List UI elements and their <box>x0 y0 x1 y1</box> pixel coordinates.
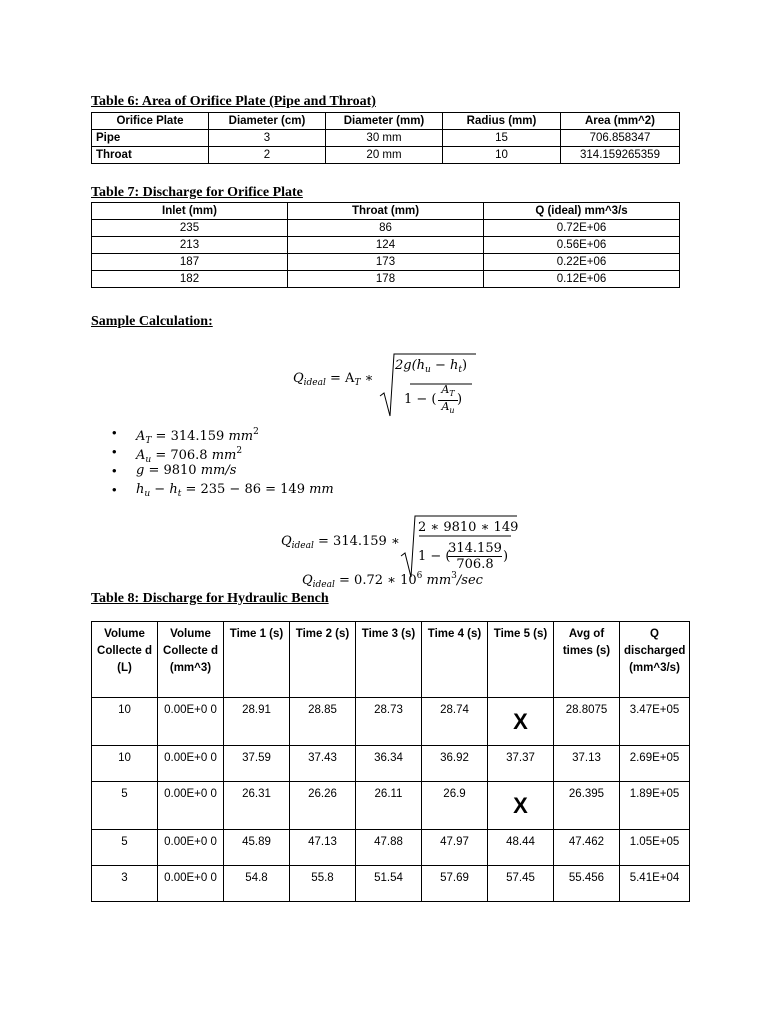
table8-cell: 26.11 <box>356 782 422 830</box>
formula-den-num-sub: T <box>449 389 455 398</box>
subst-q: Q <box>281 534 292 549</box>
subst-eq: = 314.159 ∗ <box>313 534 400 549</box>
bullet-rest2: − h <box>150 482 178 497</box>
formula-num: 2g(h <box>395 358 426 373</box>
table7-header: Inlet (mm) <box>92 203 288 220</box>
result-q: Q <box>302 573 313 588</box>
table8-cell: 0.00E+0 0 <box>158 746 224 782</box>
table6-cell: Throat <box>92 147 209 164</box>
table7-cell: 173 <box>288 254 484 271</box>
result-tail: /sec <box>456 573 483 588</box>
table8-cell: 26.31 <box>224 782 290 830</box>
table8-header: Time 1 (s) <box>224 622 290 698</box>
table6 <box>91 112 680 164</box>
table7-cell: 124 <box>288 237 484 254</box>
table-row <box>92 271 680 288</box>
table7-cell: 178 <box>288 271 484 288</box>
bullet-rest: = 706.8 <box>151 448 212 463</box>
table-row <box>92 830 690 866</box>
table6-cell: 2 <box>209 147 326 164</box>
table8-cell: 28.91 <box>224 698 290 746</box>
table8-cell: 37.59 <box>224 746 290 782</box>
table8-cell: 28.74 <box>422 698 488 746</box>
table8-cell: 47.462 <box>554 830 620 866</box>
table-row <box>92 746 690 782</box>
list-item <box>112 480 334 499</box>
table8-cell: 0.00E+0 0 <box>158 698 224 746</box>
table8-cell: 37.13 <box>554 746 620 782</box>
bullet-sub: T <box>145 436 152 446</box>
table7-cell: 235 <box>92 220 288 237</box>
table8-cell: X <box>488 698 554 746</box>
formula-times: ∗ <box>360 371 374 386</box>
formula-num-u: u <box>425 365 431 375</box>
bullet-sup: 2 <box>253 427 259 437</box>
table8-cell: 28.85 <box>290 698 356 746</box>
table7-header: Throat (mm) <box>288 203 484 220</box>
subst-frac-top: 314.159 <box>448 541 502 556</box>
subst-den-start: 1 − ( <box>418 549 451 564</box>
table7-cell: 213 <box>92 237 288 254</box>
formula-den-den: A <box>441 400 450 413</box>
given-values-list <box>112 423 334 499</box>
table-row <box>92 130 680 147</box>
formula-q: Q <box>293 371 304 386</box>
table8-header: Avg of times (s) <box>554 622 620 698</box>
table6-cell: 3 <box>209 130 326 147</box>
bullet-rest: = 9810 <box>144 463 201 478</box>
table8-cell: 3 <box>92 866 158 902</box>
table8 <box>91 621 690 902</box>
list-item <box>112 442 334 465</box>
list-item <box>112 423 334 446</box>
table8-header: Time 5 (s) <box>488 622 554 698</box>
table8-cell: 28.73 <box>356 698 422 746</box>
table6-header: Radius (mm) <box>443 113 561 130</box>
table8-cell: 45.89 <box>224 830 290 866</box>
table7-caption: Table 7: Discharge for Orifice Plate <box>91 185 303 200</box>
table8-header: Volume Collecte d (mm^3) <box>158 622 224 698</box>
bullet-sub2: t <box>177 489 182 499</box>
table7-cell: 0.12E+06 <box>484 271 680 288</box>
table8-caption: Table 8: Discharge for Hydraulic Bench <box>91 591 329 606</box>
table-row <box>92 698 690 746</box>
subst-q-sub: ideal <box>291 541 314 551</box>
table8-cell: 57.69 <box>422 866 488 902</box>
table8-cell: 1.05E+05 <box>620 830 690 866</box>
result-unit-exp: 3 <box>451 571 457 581</box>
bullet-rest: = 235 − 86 = 149 <box>181 482 310 497</box>
formula-den-num: A <box>441 383 450 396</box>
table8-cell: 26.26 <box>290 782 356 830</box>
result-formula <box>302 571 483 590</box>
table8-cell: 47.88 <box>356 830 422 866</box>
table6-header-row <box>92 113 680 130</box>
bullet-sub: u <box>144 489 151 499</box>
table8-cell: 47.13 <box>290 830 356 866</box>
table6-header: Area (mm^2) <box>561 113 680 130</box>
table6-cell: 15 <box>443 130 561 147</box>
bullet-sub: u <box>145 455 152 465</box>
table8-cell: X <box>488 782 554 830</box>
formula-num-minus: − h <box>430 358 459 373</box>
table7-header-row <box>92 203 680 220</box>
table8-cell: 10 <box>92 698 158 746</box>
table8-cell: 1.89E+05 <box>620 782 690 830</box>
subst-numerator: 2 ∗ 9810 ∗ 149 <box>418 520 519 535</box>
table8-cell: 55.456 <box>554 866 620 902</box>
table6-cell: 314.159265359 <box>561 147 680 164</box>
table6-header: Orifice Plate <box>92 113 209 130</box>
sample-calculation-heading: Sample Calculation: <box>91 314 213 329</box>
formula-at-sub: T <box>354 378 361 388</box>
table7-cell: 0.72E+06 <box>484 220 680 237</box>
bullet-unit: mm <box>211 448 237 463</box>
formula-den-start: 1 − ( <box>404 392 437 407</box>
table8-cell: 54.8 <box>224 866 290 902</box>
table8-cell: 28.8075 <box>554 698 620 746</box>
table8-header: Time 3 (s) <box>356 622 422 698</box>
table8-cell: 0.00E+0 0 <box>158 866 224 902</box>
table8-cell: 37.43 <box>290 746 356 782</box>
table7 <box>91 202 680 288</box>
bullet-unit: mm <box>228 429 254 444</box>
table8-cell: 36.92 <box>422 746 488 782</box>
formula-eq: = A <box>325 371 355 386</box>
table7-cell: 182 <box>92 271 288 288</box>
table8-cell: 26.395 <box>554 782 620 830</box>
result-exp: 6 <box>416 571 423 581</box>
table8-header: Volume Collecte d (L) <box>92 622 158 698</box>
table8-cell: 48.44 <box>488 830 554 866</box>
table8-header: Time 4 (s) <box>422 622 488 698</box>
bullet-var: A <box>136 429 146 444</box>
table8-header: Time 2 (s) <box>290 622 356 698</box>
table8-cell: 0.00E+0 0 <box>158 830 224 866</box>
table8-cell: 5 <box>92 782 158 830</box>
result-q-sub: ideal <box>312 580 335 590</box>
formula-den-close: ) <box>457 392 463 407</box>
table6-cell: Pipe <box>92 130 209 147</box>
result-eq: = 0.72 ∗ 10 <box>334 573 417 588</box>
table8-header: Q discharged (mm^3/s) <box>620 622 690 698</box>
result-unit: mm <box>422 573 452 588</box>
bullet-var: g <box>136 463 145 478</box>
table-row <box>92 782 690 830</box>
table6-caption: Table 6: Area of Orifice Plate (Pipe and Throat) <box>91 94 376 109</box>
table7-header: Q (ideal) mm^3/s <box>484 203 680 220</box>
table8-cell: 37.37 <box>488 746 554 782</box>
table6-cell: 30 mm <box>326 130 443 147</box>
table8-cell: 55.8 <box>290 866 356 902</box>
table6-cell: 20 mm <box>326 147 443 164</box>
table-row <box>92 220 680 237</box>
table-row <box>92 147 680 164</box>
bullet-var: A <box>136 448 146 463</box>
formula-den-den-sub: u <box>449 406 455 415</box>
table6-header: Diameter (cm) <box>209 113 326 130</box>
table8-cell: 57.45 <box>488 866 554 902</box>
table8-cell: 36.34 <box>356 746 422 782</box>
table8-cell: 0.00E+0 0 <box>158 782 224 830</box>
table7-cell: 187 <box>92 254 288 271</box>
bullet-unit: mm/s <box>200 463 237 478</box>
table-row <box>92 254 680 271</box>
table6-cell: 706.858347 <box>561 130 680 147</box>
table7-cell: 0.22E+06 <box>484 254 680 271</box>
bullet-rest: = 314.159 <box>151 429 229 444</box>
list-item <box>112 461 334 480</box>
formula-num-t: t <box>458 365 462 375</box>
table8-cell: 2.69E+05 <box>620 746 690 782</box>
formula-num-close: ) <box>462 358 468 373</box>
table8-cell: 3.47E+05 <box>620 698 690 746</box>
table-row <box>92 866 690 902</box>
bullet-var: h <box>136 482 145 497</box>
table8-cell: 10 <box>92 746 158 782</box>
table6-cell: 10 <box>443 147 561 164</box>
table8-cell: 5 <box>92 830 158 866</box>
table8-cell: 51.54 <box>356 866 422 902</box>
formula-q-sub: ideal <box>303 378 326 388</box>
table8-cell: 47.97 <box>422 830 488 866</box>
table7-cell: 0.56E+06 <box>484 237 680 254</box>
table8-cell: 26.9 <box>422 782 488 830</box>
table7-cell: 86 <box>288 220 484 237</box>
table8-header-row <box>92 622 690 698</box>
bullet-unit: mm <box>309 482 334 497</box>
bullet-sup: 2 <box>236 446 243 456</box>
subst-frac-bottom: 706.8 <box>456 557 494 572</box>
table-row <box>92 237 680 254</box>
table8-cell: 5.41E+04 <box>620 866 690 902</box>
table6-header: Diameter (mm) <box>326 113 443 130</box>
subst-den-close: ) <box>503 549 509 564</box>
